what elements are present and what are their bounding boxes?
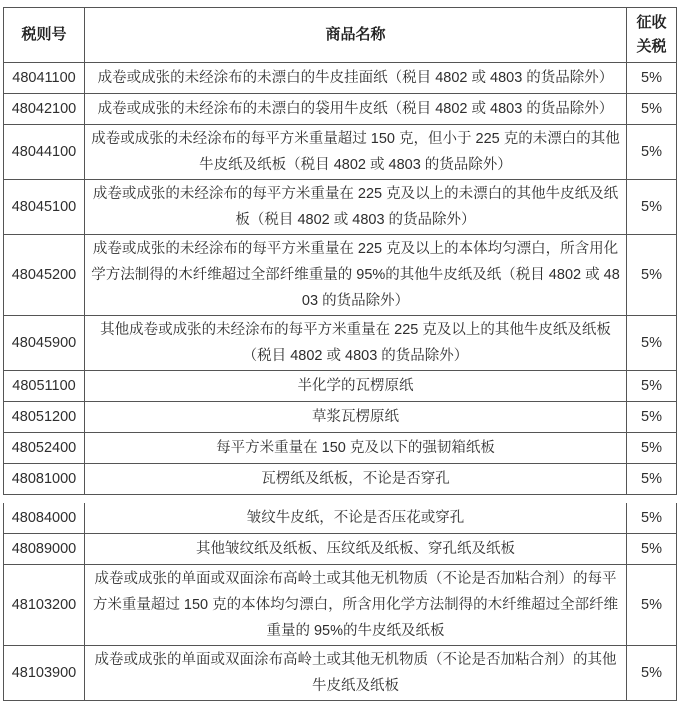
- tariff-code: 48103900: [4, 646, 85, 701]
- duty-rate: 5%: [627, 433, 677, 464]
- duty-rate: 5%: [627, 534, 677, 565]
- product-name: 成卷或成张的单面或双面涂布高岭土或其他无机物质（不论是否加粘合剂）的每平方米重量超过 150 克的本体均匀漂白，所含用化学方法制得的木纤维超过全部纤维重量的 95%的牛皮纸及纸板: [85, 565, 627, 646]
- duty-rate: 5%: [627, 565, 677, 646]
- product-name: 每平方米重量在 150 克及以下的强韧箱纸板: [85, 433, 627, 464]
- table-header-row: [4, 8, 677, 63]
- table-row: [4, 125, 677, 180]
- table-row: [4, 63, 677, 94]
- product-name: 成卷或成张的未经涂布的每平方米重量在 225 克及以上的本体均匀漂白，所含用化学方法制得的木纤维超过全部纤维重量的 95%的其他牛皮纸及纸（税目 4802 或 4803 的货品除外）: [85, 235, 627, 316]
- product-name: 成卷或成张的单面或双面涂布高岭土或其他无机物质（不论是否加粘合剂）的其他牛皮纸及纸板: [85, 646, 627, 701]
- duty-rate: 5%: [627, 402, 677, 433]
- duty-rate: 5%: [627, 125, 677, 180]
- duty-rate: 5%: [627, 646, 677, 701]
- tariff-code: 48045100: [4, 180, 85, 235]
- duty-rate: 5%: [627, 180, 677, 235]
- product-name: 成卷或成张的未经涂布的未漂白的牛皮挂面纸（税目 4802 或 4803 的货品除外）: [85, 63, 627, 94]
- table-row: [4, 464, 677, 495]
- tariff-code: 48051100: [4, 371, 85, 402]
- tariff-code: 48103200: [4, 565, 85, 646]
- table-row: [4, 565, 677, 646]
- tariff-code: 48052400: [4, 433, 85, 464]
- product-name: 瓦楞纸及纸板，不论是否穿孔: [85, 464, 627, 495]
- product-name: 成卷或成张的未经涂布的每平方米重量在 225 克及以上的未漂白的其他牛皮纸及纸板（税目 4802 或 4803 的货品除外）: [85, 180, 627, 235]
- product-name: 半化学的瓦楞原纸: [85, 371, 627, 402]
- duty-rate: 5%: [627, 316, 677, 371]
- duty-rate: 5%: [627, 464, 677, 495]
- product-name: 其他成卷或成张的未经涂布的每平方米重量在 225 克及以上的其他牛皮纸及纸板（税目 4802 或 4803 的货品除外）: [85, 316, 627, 371]
- table-row: [4, 316, 677, 371]
- table-row: [4, 371, 677, 402]
- product-name: 成卷或成张的未经涂布的未漂白的袋用牛皮纸（税目 4802 或 4803 的货品除外）: [85, 94, 627, 125]
- tariff-code: 48081000: [4, 464, 85, 495]
- table-row: [4, 402, 677, 433]
- table-section-gap: [3, 495, 676, 503]
- duty-rate: 5%: [627, 63, 677, 94]
- product-name: 皱纹牛皮纸，不论是否压花或穿孔: [85, 503, 627, 534]
- duty-rate: 5%: [627, 371, 677, 402]
- table-row: [4, 433, 677, 464]
- tariff-code: 48041100: [4, 63, 85, 94]
- header-product-name: 商品名称: [85, 8, 627, 63]
- tariff-code: 48045900: [4, 316, 85, 371]
- product-name: 草浆瓦楞原纸: [85, 402, 627, 433]
- table-row: [4, 534, 677, 565]
- product-name: 其他皱纹纸及纸板、压纹纸及纸板、穿孔纸及纸板: [85, 534, 627, 565]
- header-duty-rate: 征收关税: [627, 8, 677, 63]
- tariff-table-section-1: [3, 7, 677, 495]
- tariff-code: 48042100: [4, 94, 85, 125]
- table-row: [4, 503, 677, 534]
- tariff-code: 48089000: [4, 534, 85, 565]
- tariff-code: 48044100: [4, 125, 85, 180]
- tariff-table-section-2: [3, 503, 677, 701]
- product-name: 成卷或成张的未经涂布的每平方米重量超过 150 克，但小于 225 克的未漂白的其他牛皮纸及纸板（税目 4802 或 4803 的货品除外）: [85, 125, 627, 180]
- tariff-code: 48045200: [4, 235, 85, 316]
- duty-rate: 5%: [627, 235, 677, 316]
- duty-rate: 5%: [627, 94, 677, 125]
- header-tariff-code: 税则号: [4, 8, 85, 63]
- table-row: [4, 235, 677, 316]
- table-row: [4, 646, 677, 701]
- tariff-code: 48051200: [4, 402, 85, 433]
- table-row: [4, 180, 677, 235]
- tariff-code: 48084000: [4, 503, 85, 534]
- table-row: [4, 94, 677, 125]
- duty-rate: 5%: [627, 503, 677, 534]
